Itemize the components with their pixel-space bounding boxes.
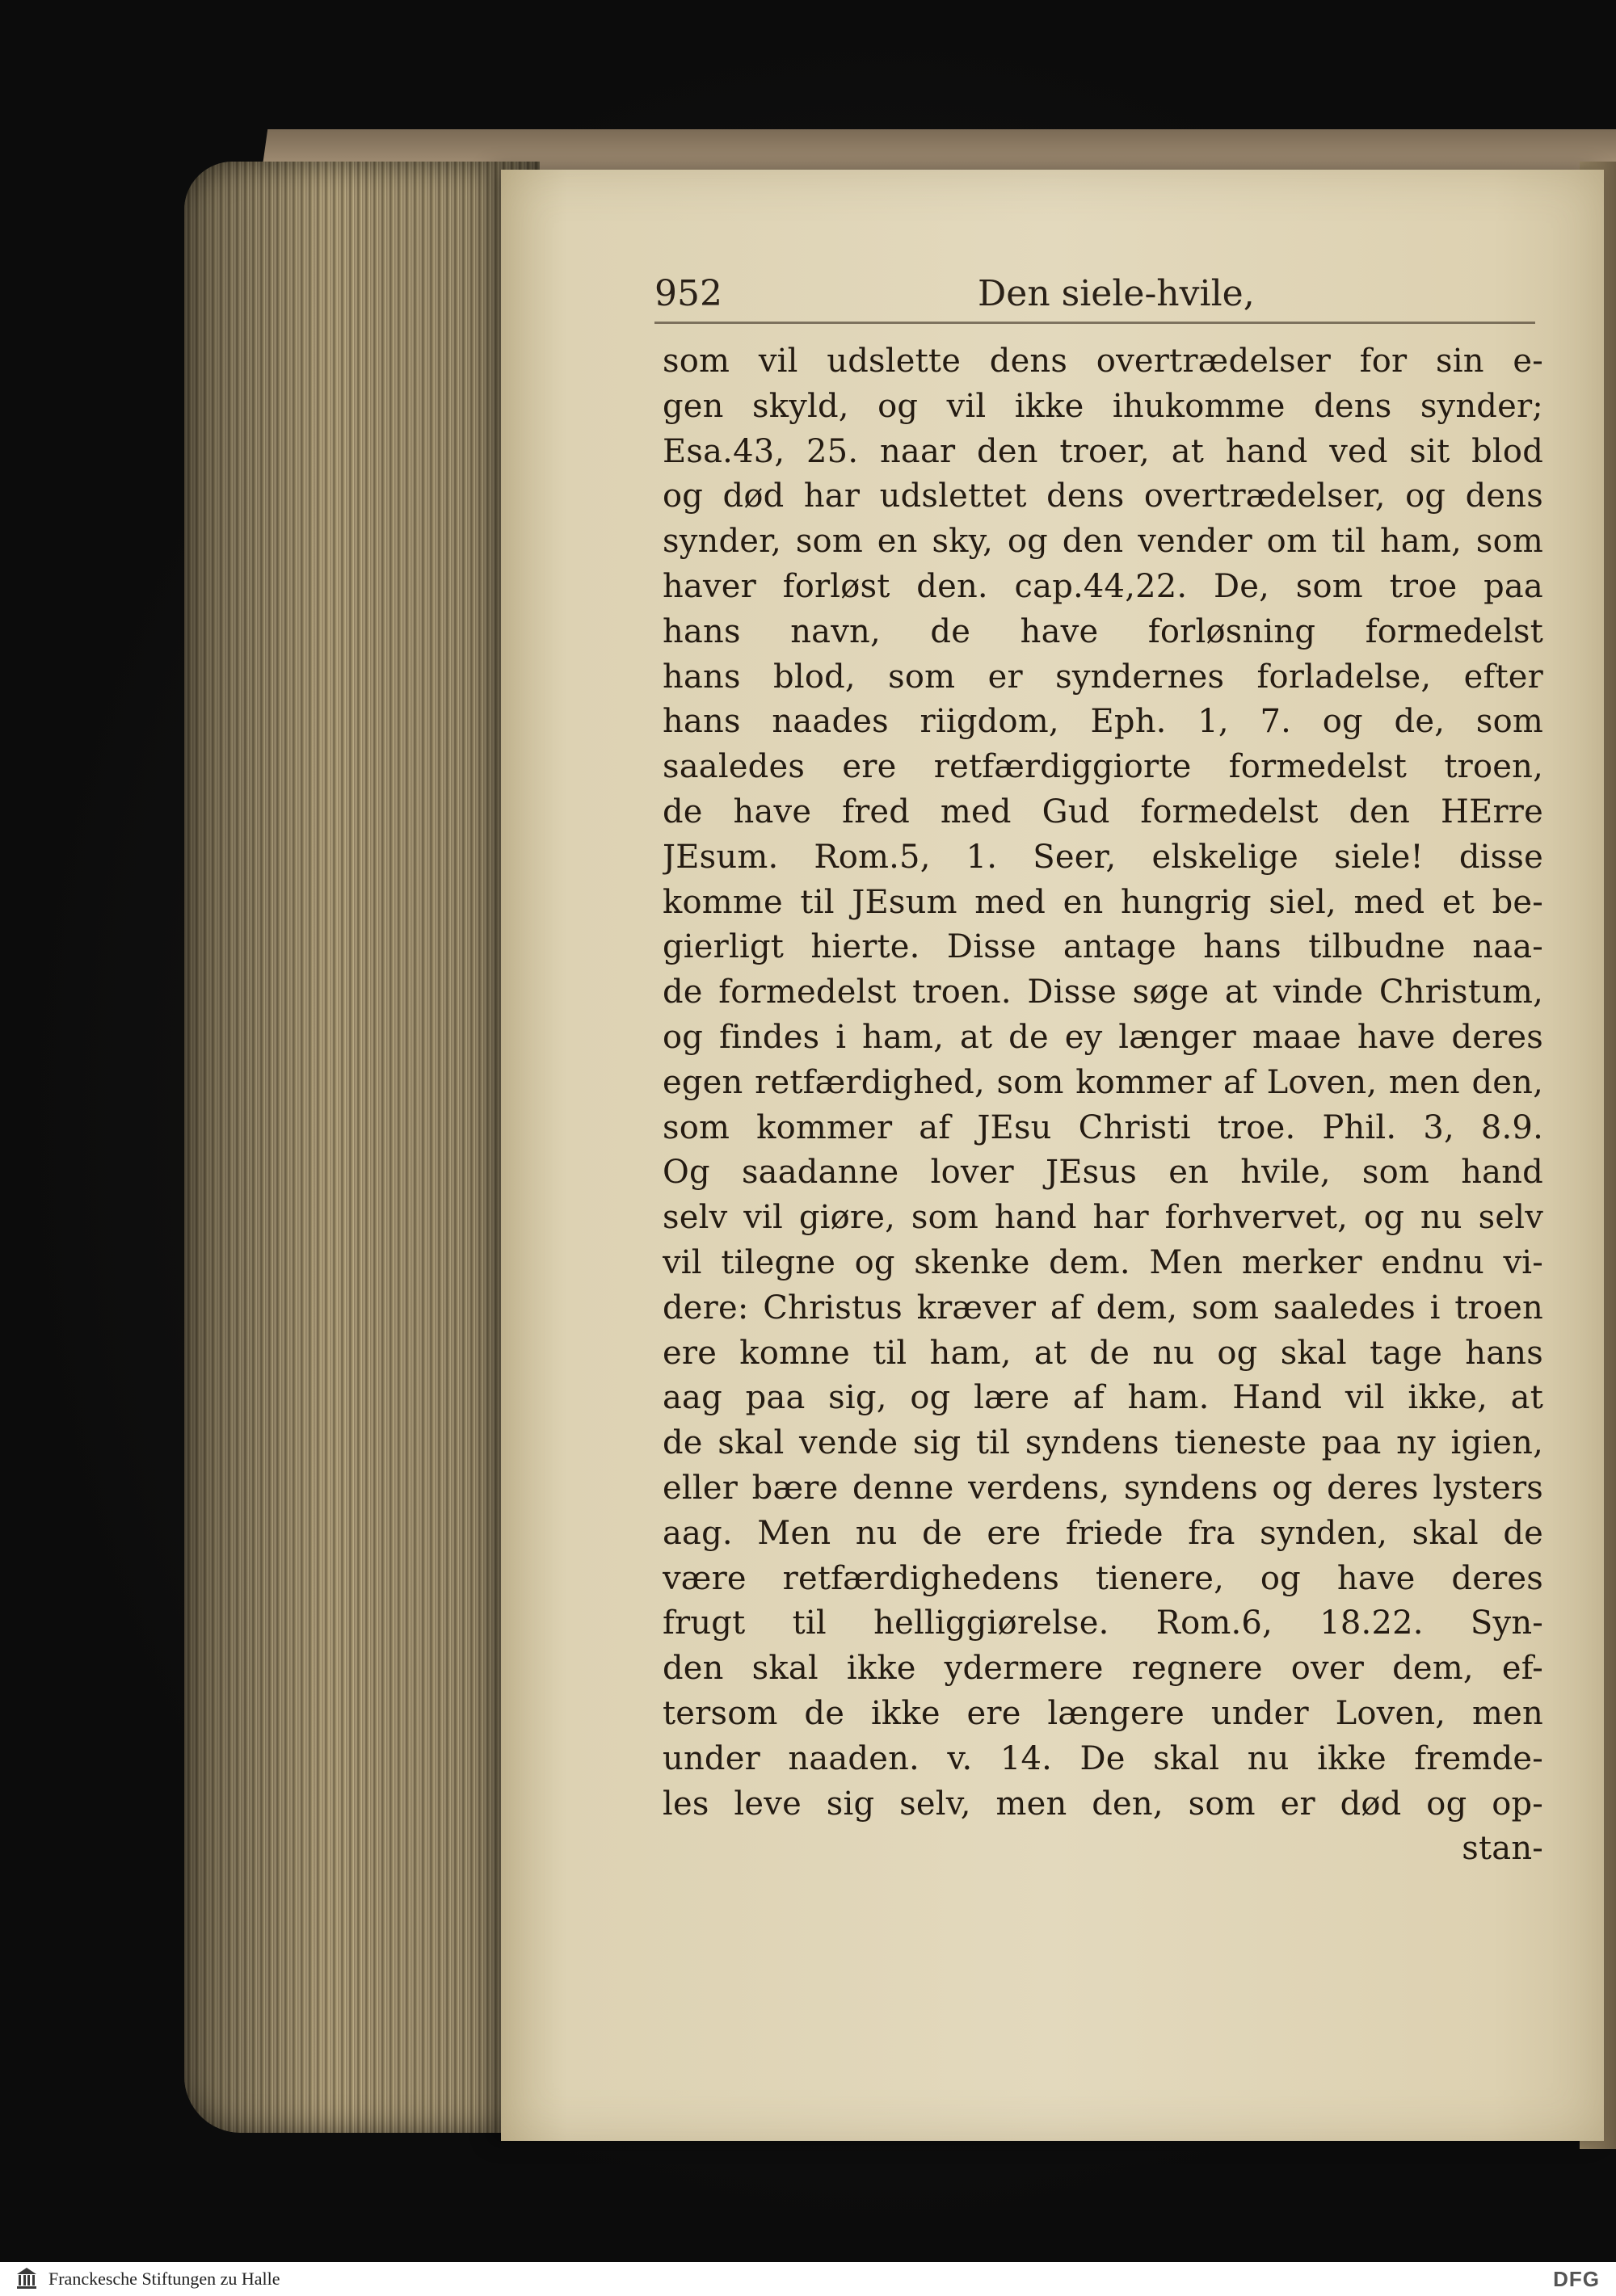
institution-logo-icon[interactable] xyxy=(13,2265,40,2293)
text-line: og død har udslettet dens overtrædelser, og dens xyxy=(663,477,1543,515)
text-line: ere komne til ham, at de nu og skal tage hans xyxy=(663,1334,1543,1372)
text-line: aag paa sig, og lære af ham. Hand vil ikke, at xyxy=(663,1379,1543,1417)
text-line: hans navn, de have forløsning formedelst xyxy=(663,612,1543,650)
catchword: stan- xyxy=(1462,1830,1543,1868)
text-line: de skal vende sig til syndens tieneste paa ny igien, xyxy=(663,1424,1543,1462)
viewer-footer xyxy=(0,2262,1616,2296)
text-line: gen skyld, og vil ikke ihukomme dens synder; xyxy=(663,387,1543,425)
text-line: gierligt hierte. Disse antage hans tilbudne naa- xyxy=(663,928,1543,966)
text-line: egen retfærdighed, som kommer af Loven, men den, xyxy=(663,1063,1543,1101)
text-line: hans naades riigdom, Eph. 1, 7. og de, som xyxy=(663,703,1543,741)
text-line: de have fred med Gud formedelst den HErre xyxy=(663,793,1543,831)
text-line: komme til JEsum med en hungrig siel, med et be- xyxy=(663,883,1543,921)
text-line: selv vil giøre, som hand har forhvervet, og nu selv xyxy=(663,1199,1543,1237)
text-line: synder, som en sky, og den vender om til ham, som xyxy=(663,523,1543,561)
text-line: og findes i ham, at de ey længer maae have deres xyxy=(663,1018,1543,1056)
text-line: hans blod, som er syndernes forladelse, efter xyxy=(663,658,1543,696)
text-line: som vil udslette dens overtrædelser for sin e- xyxy=(663,343,1543,380)
text-line: aag. Men nu de ere friede fra synden, skal de xyxy=(663,1514,1543,1552)
page-number: 952 xyxy=(654,273,722,314)
header-rule xyxy=(654,322,1535,324)
running-title: Den siele-hvile, xyxy=(978,273,1255,314)
dfg-logo[interactable]: DFG xyxy=(1553,2267,1600,2291)
text-line: les leve sig selv, men den, som er død og op- xyxy=(663,1785,1543,1823)
text-line: dere: Christus kræver af dem, som saaledes i troen xyxy=(663,1289,1543,1327)
page-text xyxy=(663,339,1543,1872)
text-line: Esa.43, 25. naar den troer, at hand ved sit blod xyxy=(663,432,1543,470)
text-line: de formedelst troen. Disse søge at vinde Christum, xyxy=(663,973,1543,1011)
text-line: haver forløst den. cap.44,22. De, som troe paa xyxy=(663,567,1543,605)
text-line: JEsum. Rom.5, 1. Seer, elskelige siele! disse xyxy=(663,838,1543,876)
text-line: den skal ikke ydermere regnere over dem, ef- xyxy=(663,1650,1543,1688)
text-line: være retfærdighedens tienere, og have deres xyxy=(663,1559,1543,1597)
fore-edge-shadow xyxy=(184,162,540,2133)
text-line: som kommer af JEsu Christi troe. Phil. 3, 8.9. xyxy=(663,1108,1543,1146)
text-line: under naaden. v. 14. De skal nu ikke fremde- xyxy=(663,1739,1543,1777)
text-line: saaledes ere retfærdiggiorte formedelst troen, xyxy=(663,748,1543,786)
text-line: tersom de ikke ere længere under Loven, men xyxy=(663,1694,1543,1732)
page-header xyxy=(654,273,1543,330)
text-line: vil tilegne og skenke dem. Men merker endnu vi- xyxy=(663,1243,1543,1281)
text-line: Og saadanne lover JEsus en hvile, som hand xyxy=(663,1154,1543,1192)
institution-name: Franckesche Stiftungen zu Halle xyxy=(48,2269,280,2289)
text-line: eller bære denne verdens, syndens og deres lysters xyxy=(663,1469,1543,1507)
text-line: frugt til helliggiørelse. Rom.6, 18.22. Syn- xyxy=(663,1604,1543,1642)
